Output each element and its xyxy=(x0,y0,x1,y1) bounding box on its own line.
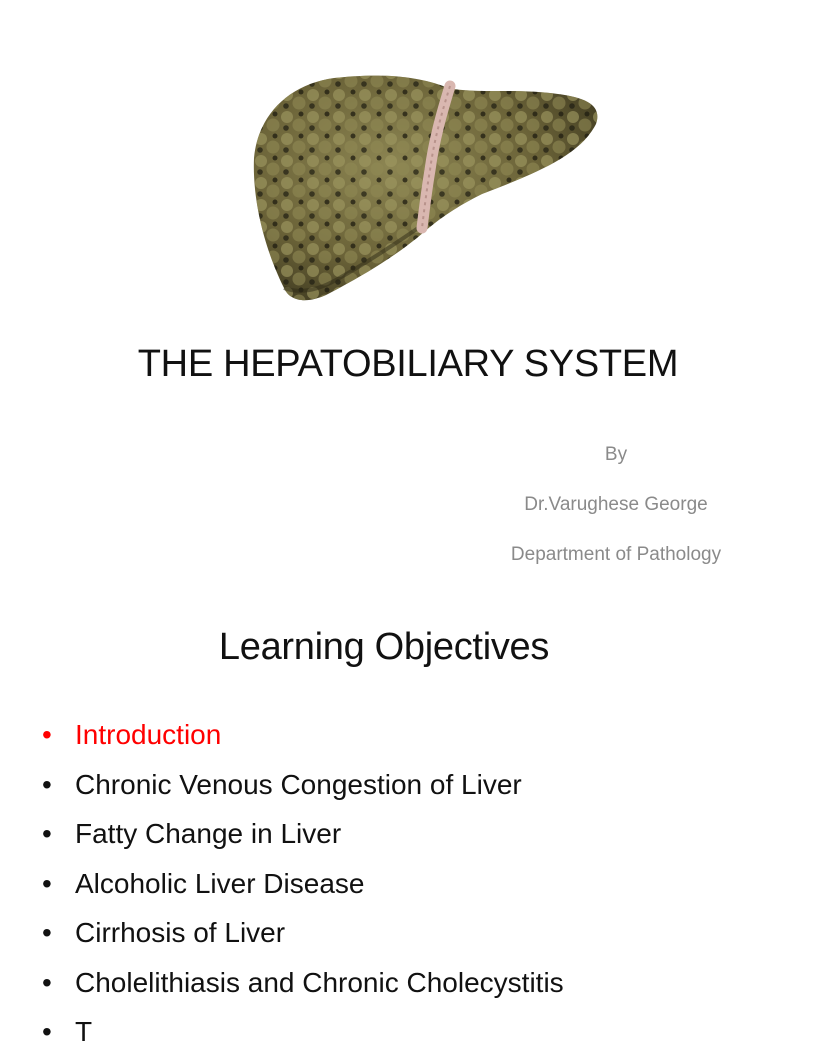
objectives-list xyxy=(42,710,762,1057)
bullet-icon: • xyxy=(42,1016,52,1047)
objective-label: Fatty Change in Liver xyxy=(75,818,342,849)
objective-item-cirrhosis xyxy=(42,908,762,958)
slide-title: THE HEPATOBILIARY SYSTEM xyxy=(137,343,679,385)
bullet-icon: • xyxy=(42,867,52,899)
objective-label: T xyxy=(75,1016,93,1047)
learning-objectives-heading: Learning Objectives xyxy=(218,626,550,668)
bullet-icon: • xyxy=(42,917,52,948)
department-name: Department of Pathology xyxy=(510,544,722,565)
objective-label: Cirrhosis of Liver xyxy=(75,917,286,948)
objective-label: Cholelithiasis and Chronic Cholecystitis xyxy=(75,966,564,998)
bullet-icon: • xyxy=(42,719,52,750)
objective-item-alcoholic-liver-disease xyxy=(42,859,762,909)
byline-by: By xyxy=(604,444,628,465)
liver-illustration xyxy=(228,66,608,310)
objective-label: Alcoholic Liver Disease xyxy=(75,867,365,899)
objective-item-introduction xyxy=(42,710,762,760)
objective-item-fatty-change xyxy=(42,809,762,859)
bullet-icon: • xyxy=(42,818,52,849)
bullet-icon: • xyxy=(42,768,52,800)
objective-item-truncated xyxy=(42,1007,762,1057)
bullet-icon: • xyxy=(42,966,52,998)
objective-item-cholelithiasis xyxy=(42,958,762,1008)
objective-item-chronic-venous-congestion xyxy=(42,760,762,810)
objective-label: Introduction xyxy=(75,719,222,750)
author-name: Dr.Varughese George xyxy=(524,494,708,515)
objective-label: Chronic Venous Congestion of Liver xyxy=(75,768,522,800)
